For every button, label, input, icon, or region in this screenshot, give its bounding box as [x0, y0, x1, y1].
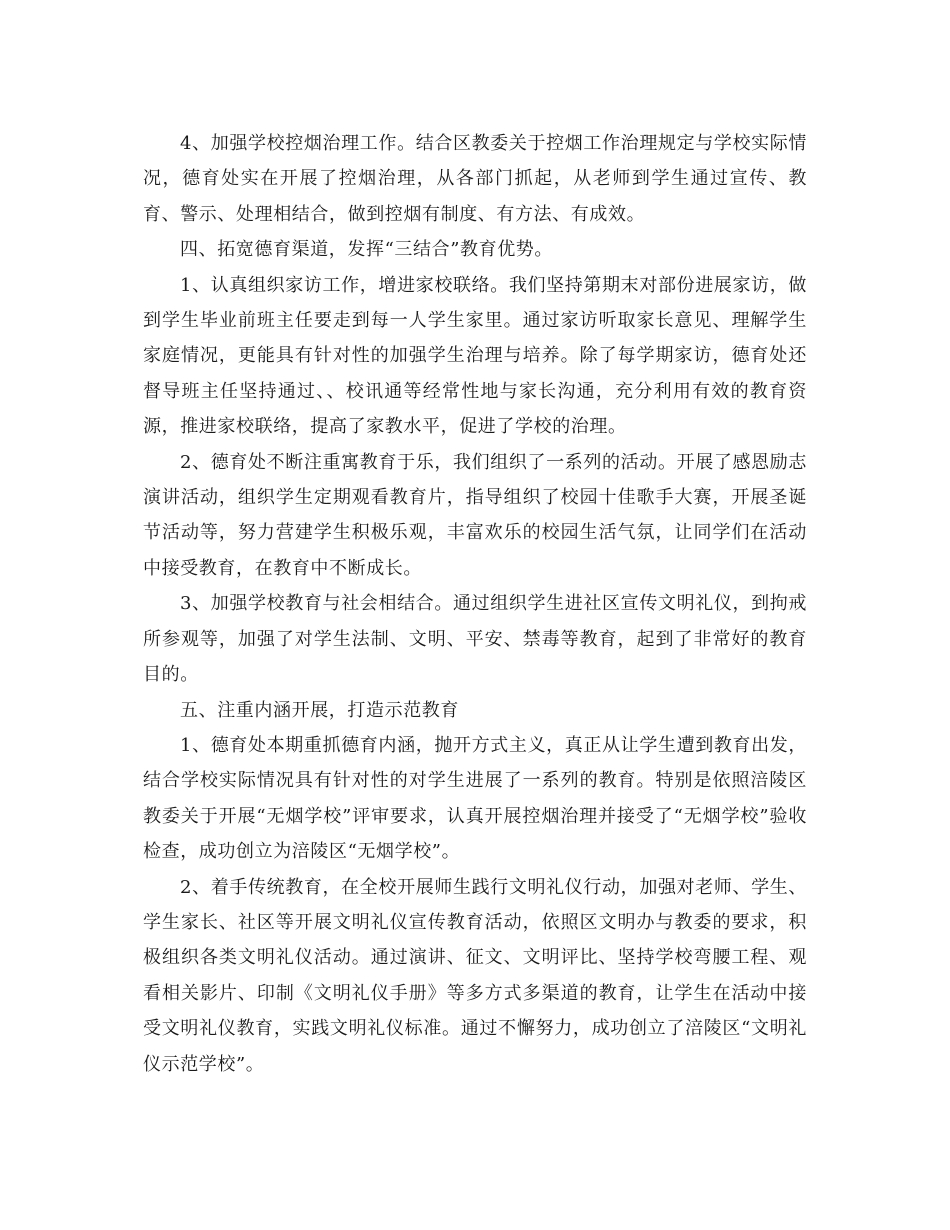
paragraph-no-smoking-school: 1、德育处本期重抓德育内涵，抛开方式主义，真正从让学生遭到教育出发，结合学校实际情况具有针对性的对学生进展了一系列的教育。特别是依照涪陵区教委关于开展“无烟学校”评审要求，认真开展控烟治理并接受了“无烟学校”验收检查，成功创立为涪陵区“无烟学校”。: [143, 734, 807, 863]
heading-section-five: 五、注重内涵开展，打造示范教育: [180, 699, 459, 721]
document-body: [143, 126, 807, 1082]
paragraph-activities: 2、德育处不断注重寓教育于乐，我们组织了一系列的活动。开展了感恩励志演讲活动，组织学生定期观看教育片，指导组织了校园十佳歌手大赛，开展圣诞节活动等，努力营建学生积极乐观，丰富欢乐的校园生活气氛，让同学们在活动中接受教育，在教育中不断成长。: [143, 451, 807, 579]
paragraph-school-society: 3、加强学校教育与社会相结合。通过组织学生进社区宣传文明礼仪，到拘戒所参观等，加强了对学生法制、文明、平安、禁毒等教育，起到了非常好的教育目的。: [143, 593, 807, 686]
paragraph-smoking-control: 4、加强学校控烟治理工作。结合区教委关于控烟工作治理规定与学校实际情况，德育处实在开展了控烟治理，从各部门抓起，从老师到学生通过宣传、教育、警示、处理相结合，做到控烟有制度、有方法、有成效。: [143, 133, 807, 225]
paragraph-civility-etiquette: 2、着手传统教育，在全校开展师生践行文明礼仪行动，加强对老师、学生、学生家长、社区等开展文明礼仪宣传教育活动，依照区文明办与教委的要求，积极组织各类文明礼仪活动。通过演讲、征文、文明评比、坚持学校弯腰工程、观看相关影片、印制《文明礼仪手册》等多方式多渠道的教育，让学生在活动中接受文明礼仪教育，实践文明礼仪标准。通过不懈努力，成功创立了涪陵区“文明礼仪示范学校”。: [143, 876, 807, 1075]
paragraph-home-visits: 1、认真组织家访工作，增进家校联络。我们坚持第期末对部份进展家访，做到学生毕业前班主任要走到每一人学生家里。通过家访听取家长意见、理解学生家庭情况，更能具有针对性的加强学生治理与培养。除了每学期家访，德育处还督导班主任坚持通过、、校讯通等经常性地与家长沟通，充分利用有效的教育资源，推进家校联络，提高了家教水平，促进了学校的治理。: [143, 274, 807, 438]
heading-section-four: 四、拓宽德育渠道，发挥“三结合”教育优势。: [180, 239, 554, 261]
